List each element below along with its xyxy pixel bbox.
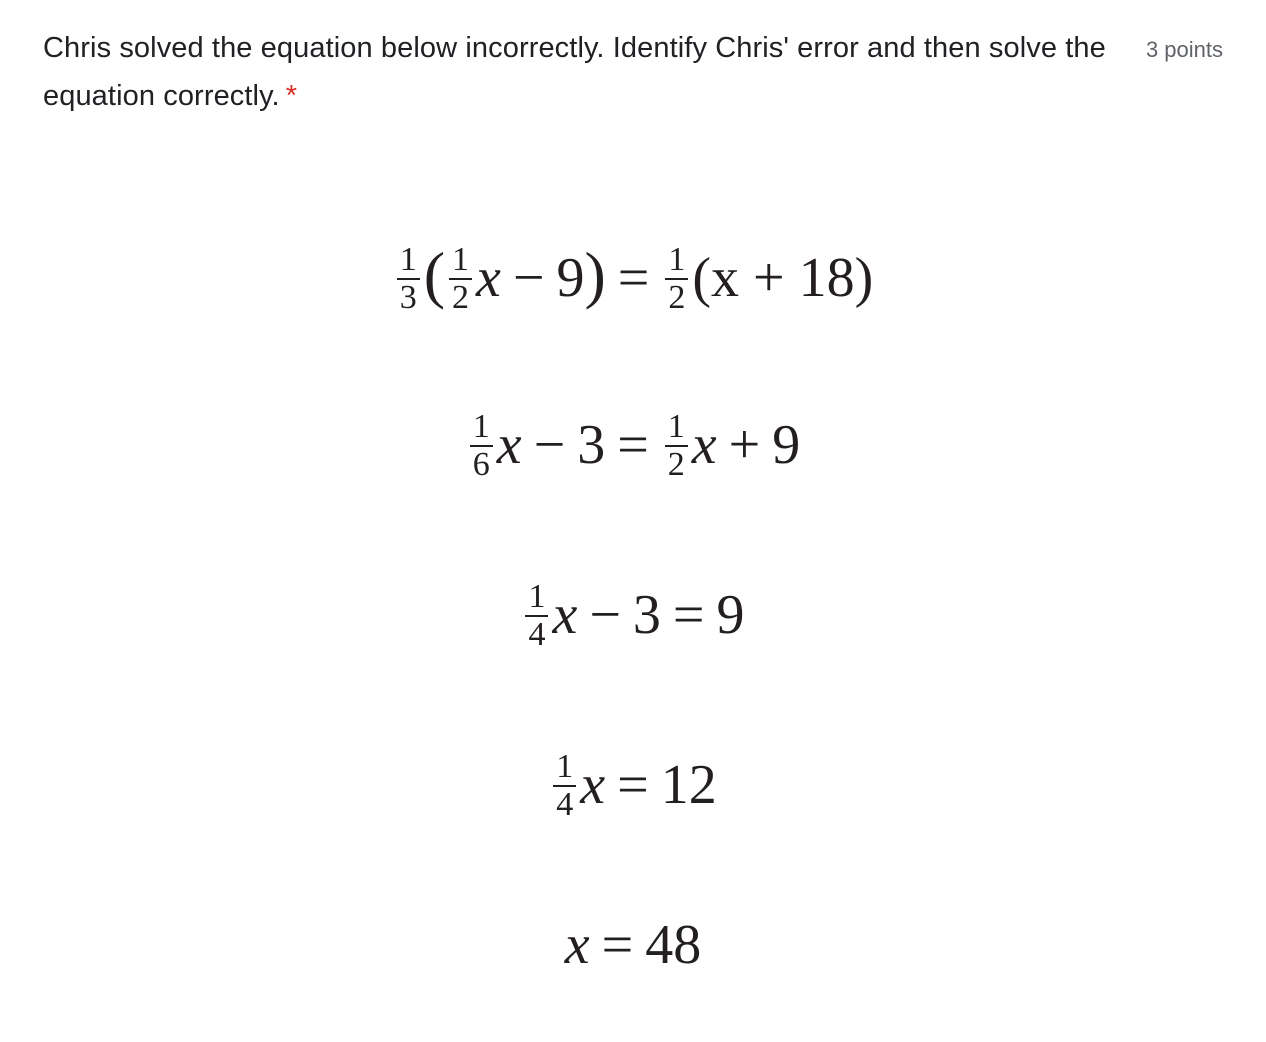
fraction: $\frac{1}{2}$ (665, 242, 688, 316)
equation-line-1: $\frac{1}{3}$ ( $\frac{1}{2}$ x − 9) = $\frac{1}{2}$ (x + 18) (0, 230, 1266, 323)
fraction: $\frac{1}{2}$ (449, 242, 472, 316)
rhs-expression: (x + 18) (692, 247, 874, 309)
equation-line-3: $\frac{1}{4}$ x − 3 = 9 (0, 570, 1266, 660)
question-title (43, 24, 1118, 120)
equation-line-4: $\frac{1}{4}$ x = 12 (0, 740, 1266, 830)
required-marker: * (285, 80, 298, 112)
fraction: $\frac{1}{6}$ (470, 409, 493, 483)
question-text: Chris solved the equation below incorrectly. Identify Chris' error and then solve the equation correctly. (43, 32, 1106, 112)
fraction: $\frac{1}{4}$ (553, 749, 576, 823)
fraction: $\frac{1}{4}$ (525, 579, 548, 653)
equation-line-2: $\frac{1}{6}$ x − 3 = $\frac{1}{2}$ x + 9 (0, 400, 1266, 490)
equation-line-5: x = 48 (564, 914, 702, 976)
points-label: 3 points (1145, 37, 1223, 62)
fraction: $\frac{1}{3}$ (397, 242, 420, 316)
fraction: $\frac{1}{2}$ (665, 409, 688, 483)
